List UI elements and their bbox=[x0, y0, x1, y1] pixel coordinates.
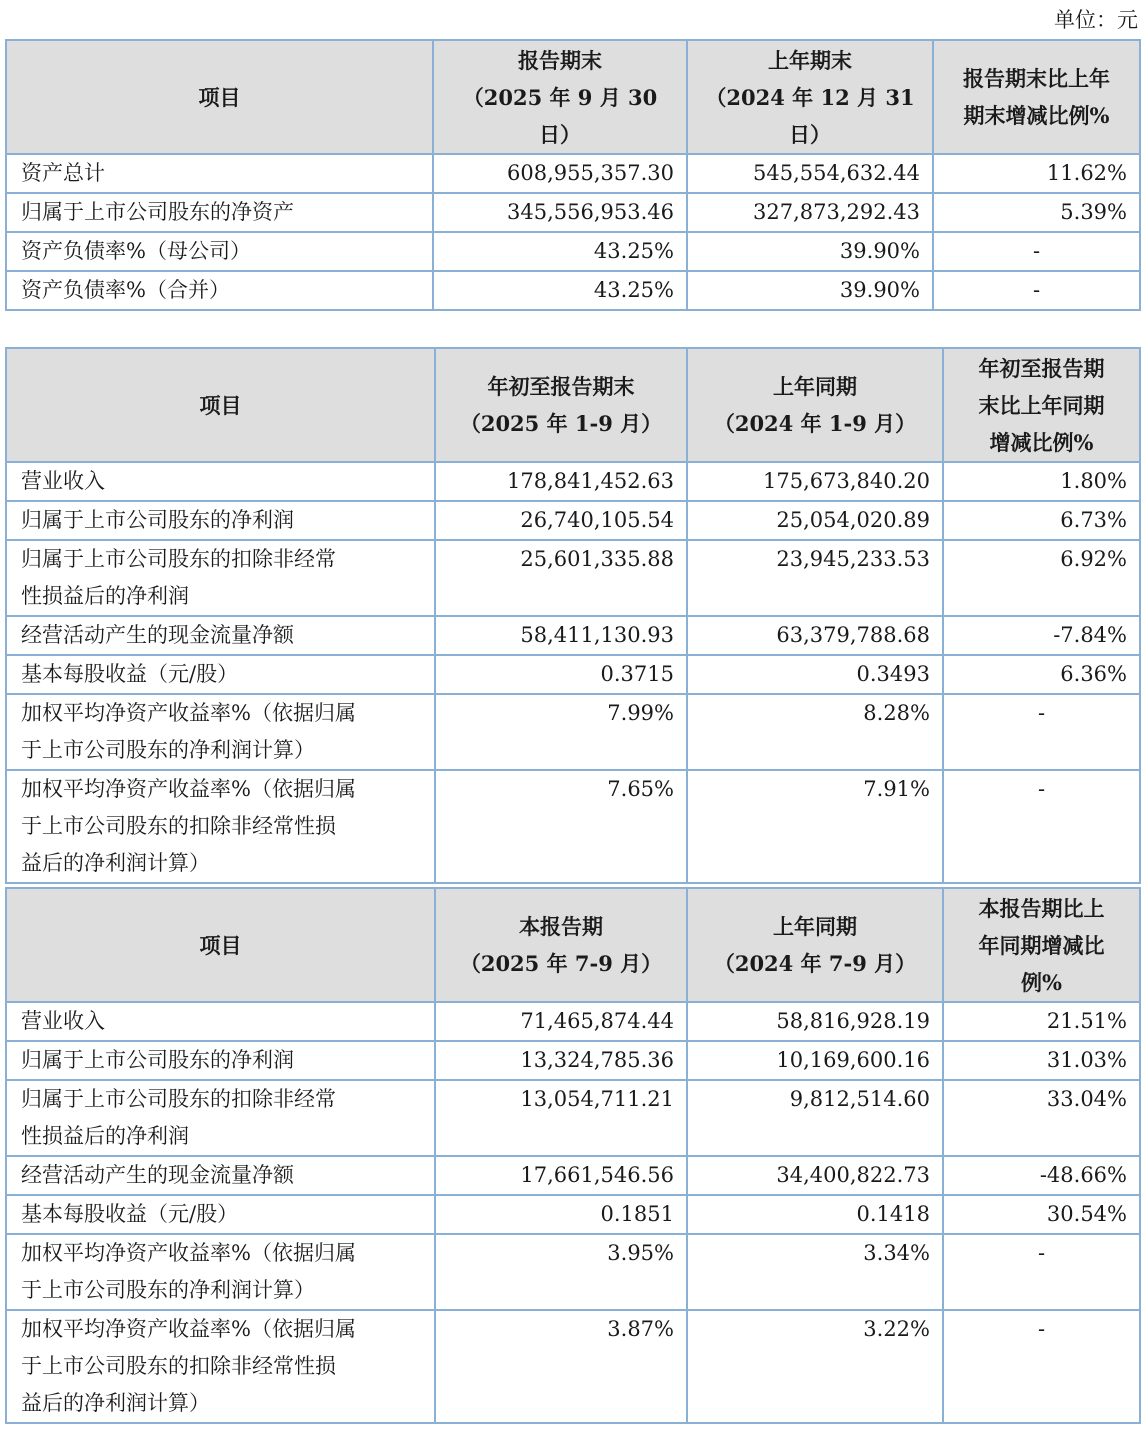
row-label bbox=[6, 1195, 435, 1234]
row-label bbox=[6, 655, 435, 694]
row-label-line: 于上市公司股东的净利润计算） bbox=[21, 738, 315, 762]
row-label-line: 性损益后的净利润 bbox=[21, 584, 189, 608]
header-line: 上年同期 bbox=[773, 914, 857, 939]
row-label-line: 性损益后的净利润 bbox=[21, 1124, 189, 1148]
row-label-line: 益后的净利润计算） bbox=[21, 1391, 210, 1415]
row-label bbox=[6, 1002, 435, 1041]
row-label-line: 资产总计 bbox=[21, 161, 105, 185]
header-col2 bbox=[687, 888, 943, 1002]
table-row bbox=[6, 1156, 1140, 1195]
row-label bbox=[6, 1080, 435, 1156]
row-label bbox=[6, 1234, 435, 1310]
row-label-line: 归属于上市公司股东的扣除非经常 bbox=[21, 547, 336, 571]
cell-v3: 33.04% bbox=[943, 1080, 1140, 1156]
header-line: （2025 年 7-9 月） bbox=[459, 951, 663, 976]
row-label-line: 资产负债率%（合并） bbox=[21, 278, 230, 302]
header-col2 bbox=[687, 348, 943, 462]
cell-v1: 0.1851 bbox=[435, 1195, 687, 1234]
header-col3 bbox=[943, 888, 1140, 1002]
row-label bbox=[6, 616, 435, 655]
table-row bbox=[6, 462, 1140, 501]
cell-v1: 3.87% bbox=[435, 1310, 687, 1423]
table-row bbox=[6, 1041, 1140, 1080]
cell-v3: - bbox=[933, 232, 1140, 271]
header-line: 报告期末比上年 bbox=[963, 66, 1110, 91]
cell-v2: 23,945,233.53 bbox=[687, 540, 943, 616]
table-row bbox=[6, 154, 1140, 193]
cell-v2: 0.1418 bbox=[687, 1195, 943, 1234]
header-col3 bbox=[933, 40, 1140, 154]
ytd-results-table bbox=[5, 347, 1141, 884]
table-row bbox=[6, 271, 1140, 310]
cell-v3: 5.39% bbox=[933, 193, 1140, 232]
cell-v1: 178,841,452.63 bbox=[435, 462, 687, 501]
cell-v3: 21.51% bbox=[943, 1002, 1140, 1041]
cell-v1: 25,601,335.88 bbox=[435, 540, 687, 616]
row-label-line: 于上市公司股东的扣除非经常性损 bbox=[21, 814, 336, 838]
row-label-line: 经营活动产生的现金流量净额 bbox=[21, 1163, 294, 1187]
table-row bbox=[6, 193, 1140, 232]
cell-v3: - bbox=[943, 1234, 1140, 1310]
table-row bbox=[6, 1195, 1140, 1234]
row-label-line: 基本每股收益（元/股） bbox=[21, 662, 239, 686]
cell-v1: 58,411,130.93 bbox=[435, 616, 687, 655]
table-row bbox=[6, 501, 1140, 540]
header-line: （2024 年 12 月 31 bbox=[705, 84, 915, 110]
row-label-line: 于上市公司股东的扣除非经常性损 bbox=[21, 1354, 336, 1378]
table-row bbox=[6, 770, 1140, 883]
row-label bbox=[6, 540, 435, 616]
row-label-line: 归属于上市公司股东的净利润 bbox=[21, 1048, 294, 1072]
row-label-line: 加权平均净资产收益率%（依据归属 bbox=[21, 701, 356, 725]
cell-v2: 34,400,822.73 bbox=[687, 1156, 943, 1195]
row-label-line: 基本每股收益（元/股） bbox=[21, 1202, 239, 1226]
cell-v3: 6.73% bbox=[943, 501, 1140, 540]
table-row bbox=[6, 1234, 1140, 1310]
cell-v3: -48.66% bbox=[943, 1156, 1140, 1195]
cell-v2: 0.3493 bbox=[687, 655, 943, 694]
cell-v2: 8.28% bbox=[687, 694, 943, 770]
unit-label: 单位：元 bbox=[1054, 8, 1138, 32]
cell-v2: 3.22% bbox=[687, 1310, 943, 1423]
header-line: 上年期末 bbox=[768, 47, 852, 73]
cell-v2: 175,673,840.20 bbox=[687, 462, 943, 501]
quarter-results-table bbox=[5, 887, 1141, 1424]
cell-v1: 13,054,711.21 bbox=[435, 1080, 687, 1156]
header-line: 末比上年同期 bbox=[978, 392, 1105, 418]
header-line: 期末增减比例% bbox=[963, 103, 1110, 128]
row-label bbox=[6, 1041, 435, 1080]
cell-v3: 6.92% bbox=[943, 540, 1140, 616]
cell-v2: 39.90% bbox=[687, 271, 933, 310]
cell-v3: 1.80% bbox=[943, 462, 1140, 501]
header-line: （2024 年 7-9 月） bbox=[713, 951, 917, 976]
balance-sheet-table bbox=[5, 39, 1141, 311]
row-label bbox=[6, 694, 435, 770]
header-line: 日） bbox=[539, 121, 581, 147]
table-header-row bbox=[6, 40, 1140, 154]
cell-v2: 545,554,632.44 bbox=[687, 154, 933, 193]
cell-v1: 13,324,785.36 bbox=[435, 1041, 687, 1080]
row-label-line: 益后的净利润计算） bbox=[21, 851, 210, 875]
cell-v3: - bbox=[943, 694, 1140, 770]
cell-v2: 327,873,292.43 bbox=[687, 193, 933, 232]
cell-v1: 345,556,953.46 bbox=[433, 193, 687, 232]
header-line: 年初至报告期 bbox=[978, 355, 1105, 381]
header-line: 报告期末 bbox=[518, 47, 602, 73]
cell-v2: 3.34% bbox=[687, 1234, 943, 1310]
row-label bbox=[6, 1156, 435, 1195]
header-line: 例% bbox=[1021, 969, 1062, 995]
header-line: 本报告期 bbox=[519, 914, 603, 939]
header-col3 bbox=[943, 348, 1140, 462]
row-label bbox=[6, 193, 433, 232]
row-label-line: 资产负债率%（母公司） bbox=[21, 239, 251, 263]
table-header-row bbox=[6, 348, 1140, 462]
cell-v2: 39.90% bbox=[687, 232, 933, 271]
table-header-row bbox=[6, 888, 1140, 1002]
cell-v1: 608,955,357.30 bbox=[433, 154, 687, 193]
header-line: （2024 年 1-9 月） bbox=[713, 411, 917, 436]
table-row bbox=[6, 616, 1140, 655]
cell-v3: - bbox=[933, 271, 1140, 310]
row-label bbox=[6, 770, 435, 883]
header-line: 年初至报告期末 bbox=[487, 374, 635, 399]
cell-v1: 0.3715 bbox=[435, 655, 687, 694]
cell-v2: 25,054,020.89 bbox=[687, 501, 943, 540]
header-line: 日） bbox=[789, 121, 831, 147]
cell-v1: 7.65% bbox=[435, 770, 687, 883]
cell-v3: 31.03% bbox=[943, 1041, 1140, 1080]
header-line: （2025 年 9 月 30 bbox=[462, 84, 658, 110]
cell-v3: 6.36% bbox=[943, 655, 1140, 694]
table-row bbox=[6, 232, 1140, 271]
header-item: 项目 bbox=[6, 888, 435, 1002]
row-label bbox=[6, 1310, 435, 1423]
cell-v2: 58,816,928.19 bbox=[687, 1002, 943, 1041]
header-line: 年同期增减比 bbox=[978, 932, 1105, 958]
row-label bbox=[6, 271, 433, 310]
table-row bbox=[6, 1002, 1140, 1041]
cell-v2: 9,812,514.60 bbox=[687, 1080, 943, 1156]
cell-v2: 10,169,600.16 bbox=[687, 1041, 943, 1080]
row-label bbox=[6, 154, 433, 193]
cell-v1: 43.25% bbox=[433, 232, 687, 271]
cell-v1: 17,661,546.56 bbox=[435, 1156, 687, 1195]
cell-v3: - bbox=[943, 770, 1140, 883]
row-label-line: 加权平均净资产收益率%（依据归属 bbox=[21, 1241, 356, 1265]
row-label-line: 于上市公司股东的净利润计算） bbox=[21, 1278, 315, 1302]
header-col1 bbox=[435, 348, 687, 462]
table-row bbox=[6, 1310, 1140, 1423]
row-label bbox=[6, 462, 435, 501]
row-label-line: 归属于上市公司股东的净资产 bbox=[21, 200, 294, 224]
table-row bbox=[6, 655, 1140, 694]
table-row bbox=[6, 1080, 1140, 1156]
row-label-line: 加权平均净资产收益率%（依据归属 bbox=[21, 777, 356, 801]
cell-v3: 11.62% bbox=[933, 154, 1140, 193]
cell-v1: 26,740,105.54 bbox=[435, 501, 687, 540]
cell-v1: 71,465,874.44 bbox=[435, 1002, 687, 1041]
header-col2 bbox=[687, 40, 933, 154]
cell-v1: 43.25% bbox=[433, 271, 687, 310]
row-label-line: 营业收入 bbox=[21, 1009, 105, 1033]
cell-v2: 7.91% bbox=[687, 770, 943, 883]
table-row bbox=[6, 694, 1140, 770]
row-label-line: 归属于上市公司股东的扣除非经常 bbox=[21, 1087, 336, 1111]
header-line: 本报告期比上 bbox=[978, 895, 1105, 921]
cell-v2: 63,379,788.68 bbox=[687, 616, 943, 655]
cell-v1: 3.95% bbox=[435, 1234, 687, 1310]
row-label-line: 经营活动产生的现金流量净额 bbox=[21, 623, 294, 647]
cell-v3: 30.54% bbox=[943, 1195, 1140, 1234]
row-label bbox=[6, 501, 435, 540]
cell-v3: - bbox=[943, 1310, 1140, 1423]
header-line: 上年同期 bbox=[773, 374, 857, 399]
row-label-line: 营业收入 bbox=[21, 469, 105, 493]
cell-v1: 7.99% bbox=[435, 694, 687, 770]
header-line: 增减比例% bbox=[989, 429, 1094, 455]
row-label bbox=[6, 232, 433, 271]
header-col1 bbox=[435, 888, 687, 1002]
cell-v3: -7.84% bbox=[943, 616, 1140, 655]
row-label-line: 归属于上市公司股东的净利润 bbox=[21, 508, 294, 532]
header-col1 bbox=[433, 40, 687, 154]
header-item: 项目 bbox=[6, 40, 433, 154]
header-item: 项目 bbox=[6, 348, 435, 462]
row-label-line: 加权平均净资产收益率%（依据归属 bbox=[21, 1317, 356, 1341]
table-row bbox=[6, 540, 1140, 616]
header-line: （2025 年 1-9 月） bbox=[459, 411, 663, 436]
